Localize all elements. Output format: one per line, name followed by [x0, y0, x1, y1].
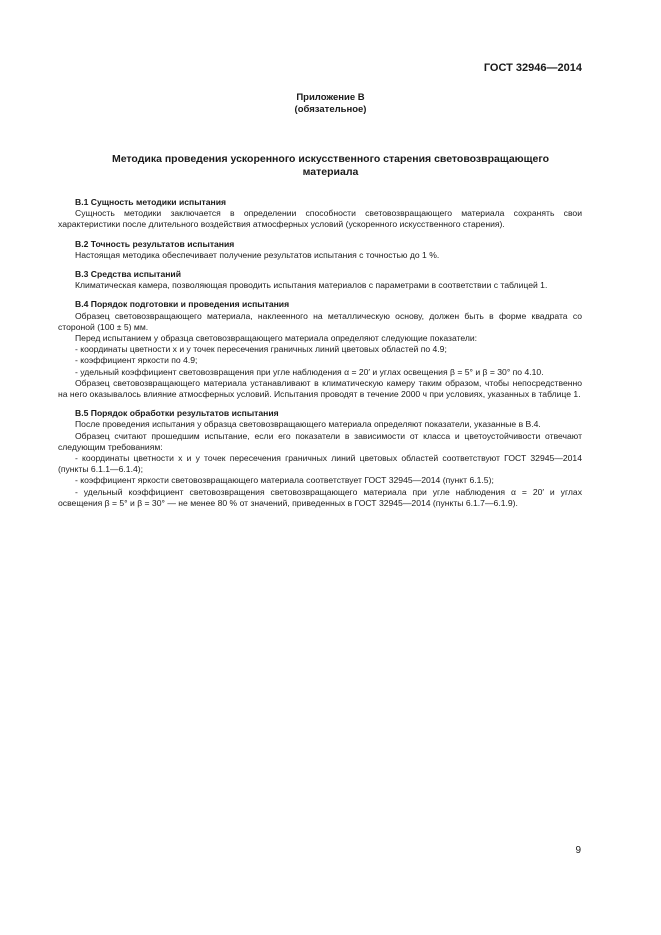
paragraph: Образец световозвращающего материала, наклеенного на металлическую основу, должен быть в форме квадрата со стороной (100 ± 5) мм. — [58, 310, 582, 332]
document-title-line2: материала — [302, 166, 359, 178]
section-b4 — [58, 299, 582, 400]
list-item: - удельный коэффициент световозвращения при угле наблюдения α = 20′ и углах освещения β = 5° и β = 30° по 4.10. — [75, 366, 544, 377]
document-body — [58, 197, 582, 509]
document-title — [80, 153, 581, 179]
paragraph: Климатическая камера, позволяющая проводить испытания материалов с параметрами в соответствии с таблицей 1. — [75, 280, 548, 291]
page-number: 9 — [575, 845, 581, 856]
section-title: В.1 Сущность методики испытания — [75, 197, 227, 207]
document-title-line1: Методика проведения ускоренного искусственного старения световозвращающего — [111, 153, 550, 165]
section-b1 — [58, 197, 582, 231]
annex-heading — [0, 92, 661, 116]
paragraph: Сущность методики заключается в определении способности световозвращающего материала сохранять свои характеристики после длительного воздействия атмосферных условий (ускоренного искусственного старения). — [58, 208, 582, 230]
annex-title: Приложение В — [296, 92, 365, 103]
annex-status: (обязательное) — [294, 104, 367, 115]
paragraph: Перед испытанием у образца световозвращающего материала определяют следующие показатели: — [75, 333, 478, 344]
standard-number: ГОСТ 32946—2014 — [483, 62, 582, 74]
section-title: В.2 Точность результатов испытания — [75, 238, 235, 249]
list-item: - координаты цветности x и y точек пересечения граничных линий цветовых областей по 4.9; — [75, 344, 447, 355]
section-b3 — [58, 269, 582, 291]
list-item: - удельный коэффициент световозвращения световозвращающего материала при угле наблюдения α = 20′ и углах освещения β = 5° и β = 30° — не менее 80 % от значений, приведенных в ГОСТ 32945—2014 (пункты 6.1.7—6.1.9). — [58, 486, 582, 508]
list-item: - координаты цветности x и y точек пересечения граничных линий цветовых областей соответствуют ГОСТ 32945—2014 (пункты 6.1.1—6.1.4); — [58, 453, 582, 475]
section-b2 — [58, 239, 582, 261]
list-item: - коэффициент яркости по 4.9; — [75, 355, 198, 366]
paragraph: После проведения испытания у образца световозвращающего материала определяют показатели, указанные в В.4. — [75, 419, 541, 430]
section-b5 — [58, 408, 582, 509]
section-title: В.5 Порядок обработки результатов испытания — [75, 408, 279, 419]
list-item: - коэффициент яркости световозвращающего материала соответствует ГОСТ 32945—2014 (пункт 6.1.5); — [75, 475, 494, 486]
section-title: В.4 Порядок подготовки и проведения испытания — [75, 299, 290, 310]
paragraph: Настоящая методика обеспечивает получение результатов испытания с точностью до 1 %. — [75, 249, 440, 260]
paragraph: Образец световозвращающего материала устанавливают в климатическую камеру таким образом, чтобы непосредственно на него оказывалось влияние атмосферных условий. Испытания проводят в течение 2000 ч при условиях, указанных в таблице 1. — [58, 377, 582, 400]
paragraph: Образец считают прошедшим испытание, если его показатели в зависимости от класса и цветоустойчивости отвечают следующим требованиям: — [58, 430, 582, 452]
section-title: В.3 Средства испытаний — [75, 269, 181, 280]
